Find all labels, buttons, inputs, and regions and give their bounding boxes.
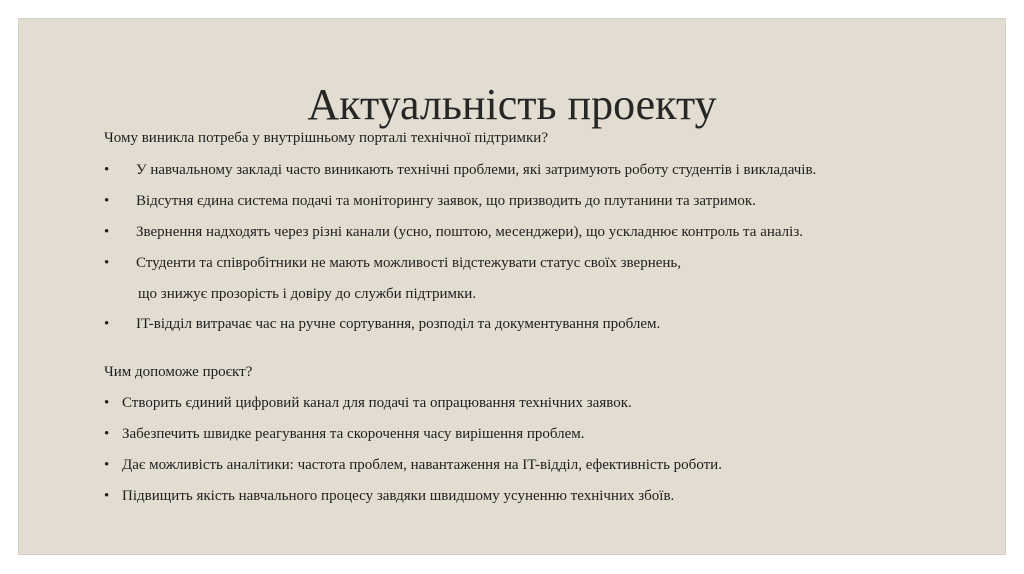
section1-item-2: Відсутня єдина система подачі та моніторингу заявок, що призводить до плутанини та затримок.: [136, 193, 756, 209]
bullet-marker: •: [104, 162, 110, 178]
bullet-marker: •: [104, 488, 110, 504]
slide: [18, 18, 1006, 555]
section2-item-4: Підвищить якість навчального процесу завдяки швидшому усуненню технічних збоїв.: [122, 488, 675, 504]
bullet-marker: •: [104, 395, 110, 411]
bullet-marker: •: [104, 193, 110, 209]
bullet-marker: •: [104, 316, 110, 332]
section1-item-4: Студенти та співробітники не мають можливості відстежувати статус своїх звернень,: [136, 255, 682, 271]
slide-title: Актуальність проекту: [307, 80, 717, 129]
section1-item-5: IT-відділ витрачає час на ручне сортування, розподіл та документування проблем.: [136, 316, 661, 332]
section2-item-3: Дає можливість аналітики: частота проблем, навантаження на IT-відділ, ефективність роботи.: [122, 457, 722, 473]
section2-item-1: Створить єдиний цифровий канал для подачі та опрацювання технічних заявок.: [122, 395, 632, 411]
section1-item-3: Звернення надходять через різні канали (усно, поштою, месенджери), що ускладнює контроль та аналіз.: [136, 224, 804, 240]
section1-item-4-continuation: що знижує прозорість і довіру до служби підтримки.: [138, 286, 477, 302]
section2-heading: Чим допоможе проєкт?: [104, 364, 253, 380]
bullet-marker: •: [104, 426, 110, 442]
section2-item-2: Забезпечить швидке реагування та скорочення часу вирішення проблем.: [122, 426, 585, 442]
bullet-marker: •: [104, 224, 110, 240]
section1-heading: Чому виникла потреба у внутрішньому порталі технічної підтримки?: [104, 130, 548, 146]
section1-item-1: У навчальному закладі часто виникають технічні проблеми, які затримують роботу студентів і викладачів.: [136, 162, 817, 178]
bullet-marker: •: [104, 255, 110, 271]
bullet-marker: •: [104, 457, 110, 473]
